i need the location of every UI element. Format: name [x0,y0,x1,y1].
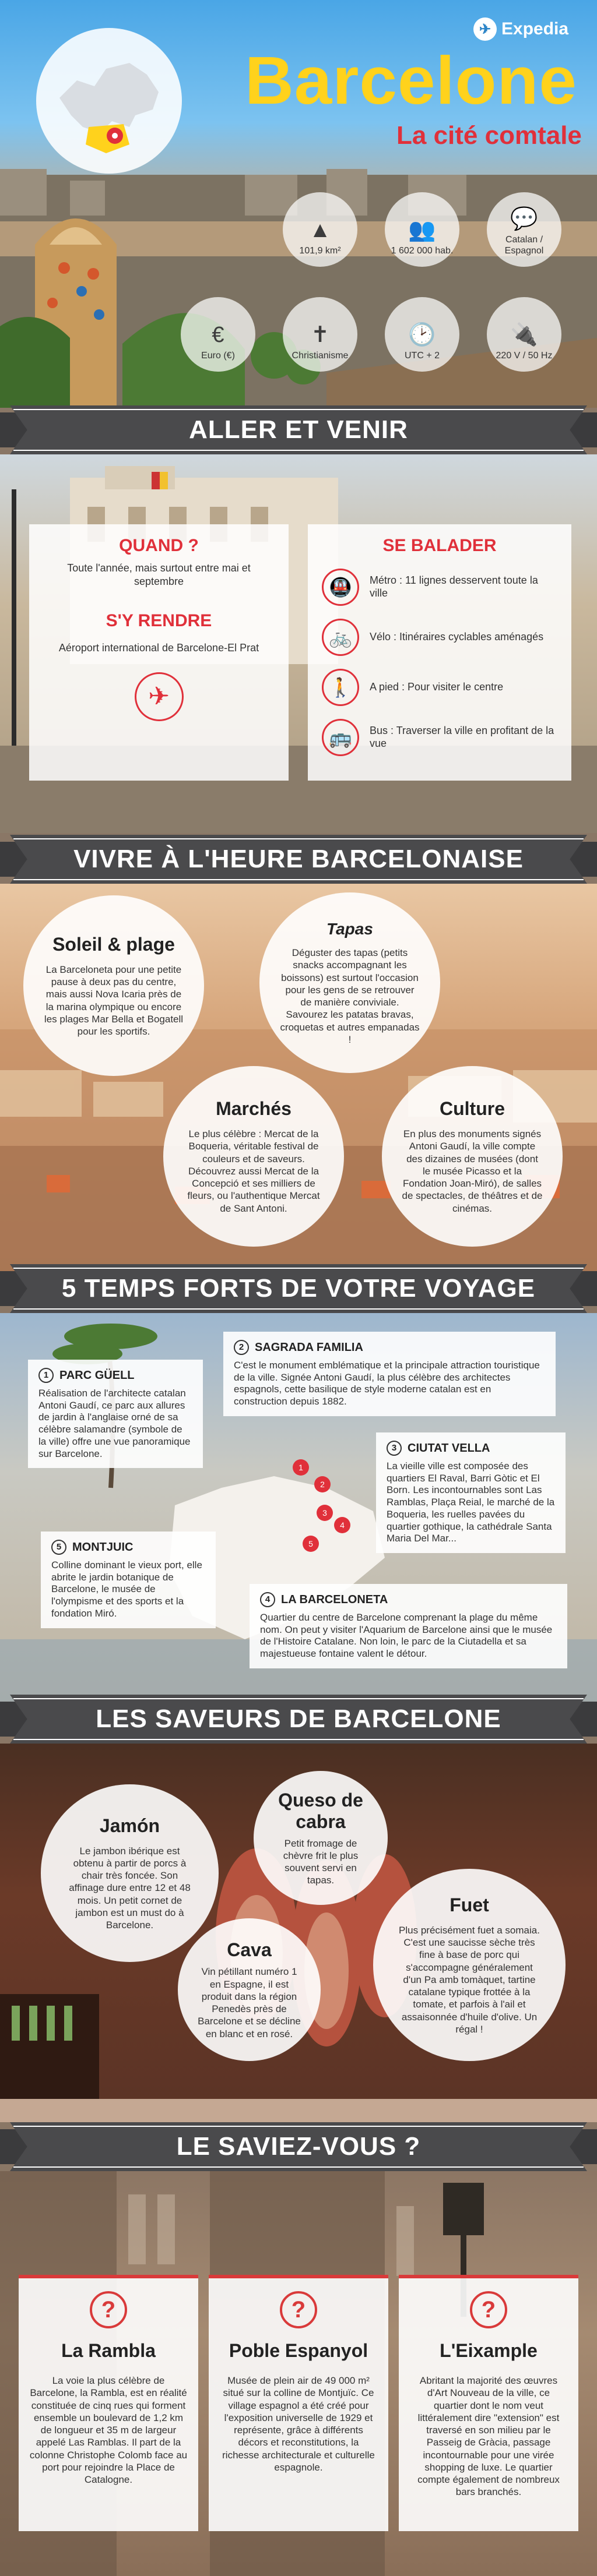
quand-title: QUAND ? [119,536,199,555]
highlight-3: 3 CIUTAT VELLA La vieille ville est composée des quartiers El Raval, Barri Gòtic et El Born. Les incontournables sont Las Ramblas, Plaça Reial, le marché de la Boqueria, les ruelles pavées du quartier gothique, la cathédrale Santa Maria Del Mar... [376,1432,566,1553]
people-icon: 👥 [408,217,436,242]
soleil-title: Soleil & plage [52,933,175,955]
svg-text:3: 3 [322,1508,327,1518]
speech-bubble-icon: 💬 [510,207,538,232]
highlight-2: 2 SAGRADA FAMILIA C'est le monument emblématique et la principale attraction touristique de la ville. Signée Antoni Gaudí, la plus célèbre des architectes espagnols, cette basilique de style moderne catalan est en construction depuis 1882. [223,1332,556,1416]
circle-marches [163,1066,344,1247]
stat-timezone: 🕑 UTC + 2 [385,297,459,372]
airplane-icon: ✈ [135,672,184,721]
soleil-text: La Barceloneta pour une petite pause à deux pas du centre, mais aussi Nova Icaria près de la marina olympique ou encore les plages Mar Bella et Bogatell pour les sportifs. [44,964,184,1037]
fuet-title: Fuet [449,1894,489,1915]
fuet-text: Plus précisément fuet a somaia. C'est une saucisse sèche très fine à base de porc qui s'accompagne généralement d'un Pa amb tomàquet, tartine catalane typique frottée à la tomate, et parfois à l'ail et assaisonnée d'huile d'olive. Un régal ! [399,1924,540,2035]
svg-text:5: 5 [308,1539,313,1548]
section-title-saveurs: LES SAVEURS DE BARCELONE [96,1705,501,1733]
rendre-title: S'Y RENDRE [106,611,212,630]
balader-title: SE BALADER [382,536,497,555]
svg-text:4: 4 [340,1520,345,1530]
clock-icon: 🕑 [408,322,436,347]
section-vivre [0,884,597,1271]
banner-saviez [0,2122,597,2171]
banner-vivre [0,835,597,884]
section-title-vivre: VIVRE À L'HEURE BARCELONAISE [73,845,524,873]
europe-map-circle [36,28,182,174]
number-badge: 3 [387,1441,402,1456]
section-title-aller: ALLER ET VENIR [189,415,408,444]
tapas-title: Tapas [326,920,373,938]
transport-item: 🚲 Vélo : Itinéraires cyclables aménagés [322,619,557,656]
banner-saveurs [0,1695,597,1744]
svg-text:1: 1 [298,1463,303,1472]
highlight-4: 4 LA BARCELONETA Quartier du centre de Barcelone comprenant la plage du même nom. On peut y visiter l'Aquarium de Barcelone ainsi que le musée de l'Histoire Catalane. Non loin, le parc de la Ciutadella et sa majestueuse fontaine valent le détour. [250,1584,567,1668]
hero-subtitle: La cité comtale [396,121,582,150]
europe-map-icon [36,28,182,174]
highlight-5: 5 MONTJUIC Colline dominant le vieux port, elle abrite le jardin botanique de Barcelone, le musée de l'olympisme et des sports et la fondation Miró. [41,1532,216,1628]
panel-balader [308,524,571,781]
fact-card: ? L'Eixample Abritant la majorité des œuvres d'Art Nouveau de la ville, ce quartier dont le nom veut littéralement dire "extension" est traversé en son milieu par le Passeig de Gràcia, passage incontournable pour une virée shopping de luxe. Le quartier compte également de nombreux bars branchés. [399,2275,578,2531]
queso-title: Queso de cabra [278,1789,363,1832]
circle-queso [254,1771,388,1905]
marches-title: Marchés [216,1098,292,1120]
logo[interactable] [473,17,568,41]
circle-soleil [23,895,204,1076]
section-forts [0,1313,597,1709]
jamon-text: Le jambon ibérique est obtenu à partir de porcs à chair très foncée. Son affinage dure entre 12 et 48 mois. Un petit cornet de jambon est un must do à Barcelone. [69,1845,191,1931]
question-icon: ? [90,2291,127,2328]
quand-text: Toute l'année, mais surtout entre mai et septembre [67,562,251,587]
panel-quand [29,524,289,781]
highlight-1: 1 PARC GÜELL Réalisation de l'architecte catalan Antoni Gaudí, ce parc aux allures de jardin à l'anglaise orné de sa célèbre salamandre (symbole de la ville) offre une vue panoramique sur Barcelone. [28,1360,203,1468]
tapas-text: Déguster des tapas (petits snacks accompagnant les boissons) est surtout l'occasion pour les gens de se retrouver de manière conviviale. Savourez les patatas bravas, croquetas et autres empanadas ! [280,947,420,1045]
stat-currency: € Euro (€) [181,297,255,372]
svg-text:2: 2 [320,1480,325,1489]
transport-item: 🚶 A pied : Pour visiter le centre [322,669,557,706]
transport-item: 🚌 Bus : Traverser la ville en profitant de la vue [322,719,557,756]
bicycle-icon: 🚲 [322,619,359,656]
circle-tapas [259,892,440,1073]
plug-icon: 🔌 [510,322,538,347]
metro-icon: 🚇 [322,569,359,606]
question-icon: ? [470,2291,507,2328]
number-badge: 2 [234,1340,249,1355]
question-icon: ? [280,2291,317,2328]
marches-text: Le plus célèbre : Mercat de la Boqueria, véritable festival de couleurs et de saveurs. Découvrez aussi Mercat de la Concepció et ses milliers de fleurs, ou l'authentique Mercat de Sant Antoni. [187,1128,320,1214]
section-aller [0,454,597,833]
stat-area: ▲ 101,9 km² [283,192,357,267]
euro-banknote-icon: € [212,322,224,347]
stat-language: 💬 Catalan / Espagnol [487,192,561,267]
stat-religion: ✝ Christianisme [283,297,357,372]
transport-item: 🚇 Métro : 11 lignes desservent toute la ville [322,569,557,606]
section-title-forts: 5 TEMPS FORTS DE VOTRE VOYAGE [61,1274,536,1303]
queso-text: Petit fromage de chèvre frit le plus souvent servi en tapas. [283,1837,359,1886]
cava-title: Cava [227,1939,272,1961]
banner-forts [0,1264,597,1313]
brand-name: Expedia [501,19,569,38]
hero-section [0,0,597,408]
expedia-plane-icon: ✈ [473,17,497,41]
spain-map-icon: ▲ [309,217,331,242]
jamon-title: Jamón [99,1815,160,1836]
circle-fuet [373,1869,566,2061]
rendre-text: Aéroport international de Barcelone-El Prat [58,642,259,654]
culture-text: En plus des monuments signés Antoni Gaudí, la ville compte des dizaines de musées (dont le musée Picasso et la Fondation Joan-Miró), de salles de spectacles, de théâtres et de cinémas. [402,1128,543,1214]
culture-title: Culture [440,1098,505,1120]
section-saveurs [0,1744,597,2122]
fact-card: ? La Rambla La voie la plus célèbre de Barcelone, la Rambla, est en réalité constituée de cinq rues qui forment ensemble un boulevard de 1,2 km de longueur et 35 m de largeur appelé Las Ramblas. Il part de la colonne Christophe Colomb face au port pour rejoindre la Place de Catalogne. [19,2275,198,2531]
hero-title: Barcelone [245,43,577,118]
banner-aller [0,405,597,454]
fact-card: ? Poble Espanyol Musée de plein air de 49 000 m² situé sur la colline de Montjuïc. Ce village espagnol a été créé pour l'exposition universelle de 1929 et représente, grâce à différents décors et reconstitutions, la richesse architecturale et culturelle espagnole. [209,2275,388,2531]
stat-voltage: 🔌 220 V / 50 Hz [487,297,561,372]
number-badge: 5 [51,1540,66,1555]
number-badge: 1 [38,1368,54,1383]
cava-text: Vin pétillant numéro 1 en Espagne, il est produit dans la région Penedès près de Barcelone et se décline en blanc et en rosé. [198,1966,301,2039]
bus-icon: 🚌 [322,719,359,756]
stat-population: 👥 1 602 000 hab. [385,192,459,267]
circle-jamon [41,1784,219,1962]
circle-cava [178,1918,321,2061]
circle-culture [382,1066,563,1247]
cross-icon: ✝ [311,322,329,347]
walking-icon: 🚶 [322,669,359,706]
section-title-saviez: LE SAVIEZ-VOUS ? [176,2132,421,2161]
number-badge: 4 [260,1592,275,1607]
